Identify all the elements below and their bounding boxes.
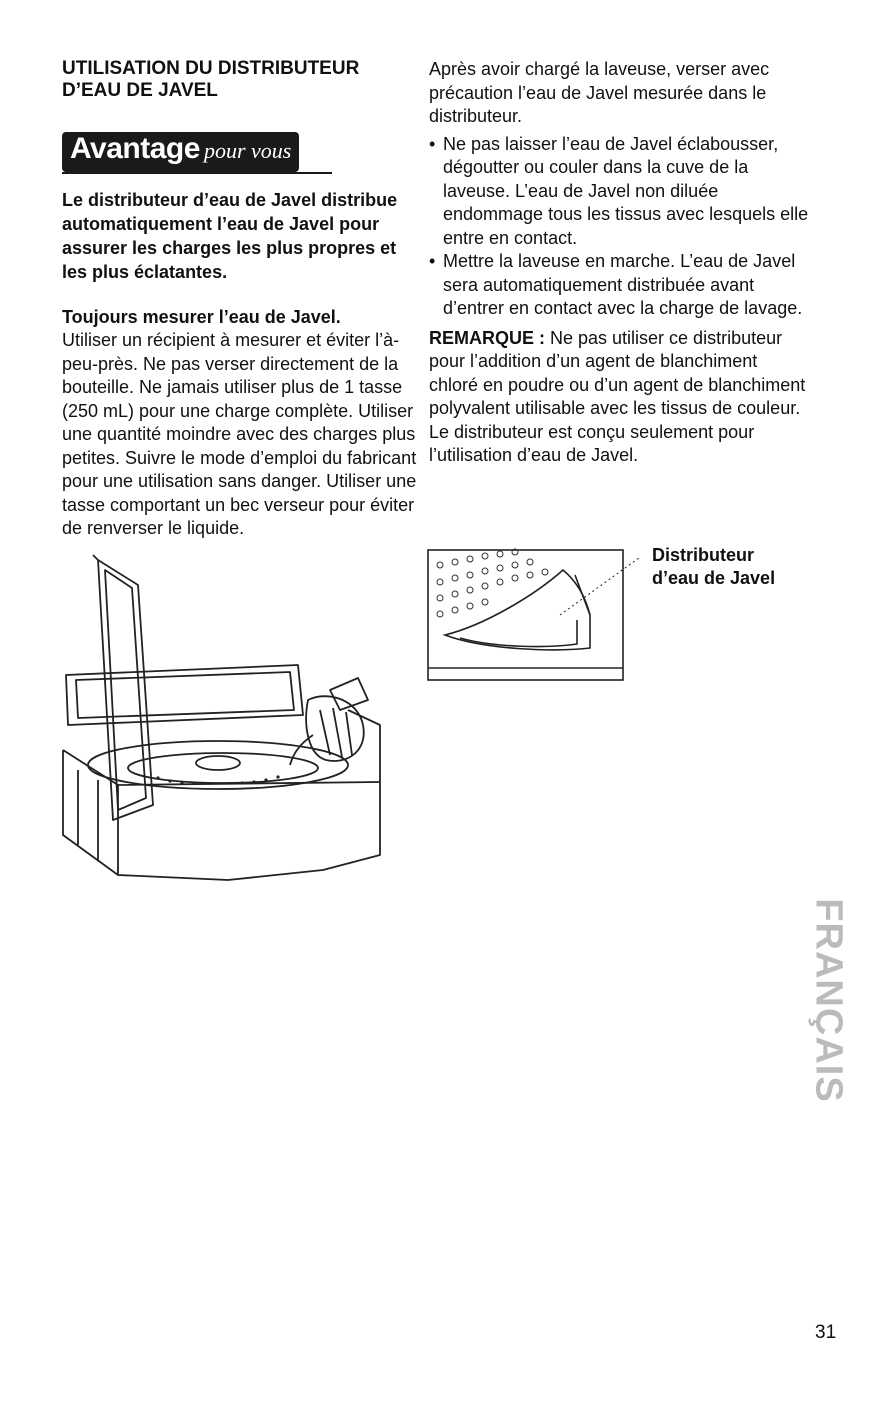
- note-paragraph: [429, 327, 809, 468]
- lead-paragraph: Le distributeur d’eau de Javel distribue automatiquement l’eau de Javel pour assurer les charges les plus propres et les plus éclatantes.: [62, 190, 398, 282]
- language-tab: [808, 885, 848, 1115]
- dispenser-caption-line1: Distributeur: [652, 545, 755, 565]
- intro-paragraph: Après avoir chargé la laveuse, verser avec précaution l’eau de Javel mesurée dans le distributeur.: [429, 59, 770, 126]
- list-item: • Mettre la laveuse en marche. L’eau de Javel sera automatiquement distribuée avant d’entrer en contact avec la charge de lavage.: [429, 250, 809, 321]
- right-column: [429, 58, 809, 468]
- washer-pouring-illustration: [58, 550, 388, 890]
- advantage-badge: [62, 102, 417, 174]
- badge-underline: [62, 172, 332, 174]
- note-label: REMARQUE :: [429, 327, 545, 348]
- measure-body: Utiliser un récipient à mesurer et éviter l’à-peu-près. Ne pas verser directement de la bouteille. Ne jamais utiliser plus de 1 tasse (250 mL) pour une charge complète. Utiliser une quantité moindre avec des charges plus petites. Suivre le mode d’emploi du fabricant pour une utilisation sans danger. Utiliser une tasse comportant un bec verseur pour éviter de renverser le liquide.: [62, 330, 417, 538]
- badge-main-text: Avantage: [70, 132, 200, 165]
- language-tab-text: FRANÇAIS: [807, 897, 850, 1103]
- badge-sub-text: pour vous: [203, 138, 292, 163]
- section-title-line2: D’EAU DE JAVEL: [62, 80, 218, 101]
- section-title-line1: UTILISATION DU DISTRIBUTEUR: [62, 58, 360, 79]
- measure-heading: Toujours mesurer l’eau de Javel.: [62, 307, 341, 327]
- dispenser-caption-line2: d’eau de Javel: [652, 568, 776, 588]
- note-text: Ne pas utiliser ce distributeur pour l’addition d’un agent de blanchiment chloré en poudre ou d’un agent de blanchiment polyvalent utilisable avec les tissus de couleur. Le distributeur est conçu seulement pour l’utilisation d’eau de Javel.: [429, 327, 806, 465]
- section-title: [62, 58, 417, 102]
- list-item: • Ne pas laisser l’eau de Javel éclabousser, dégoutter ou couler dans la cuve de la laveuse. L’eau de Javel non diluée endommage tous les tissus avec lesquels elle entre en contact.: [429, 133, 809, 251]
- page-number: 31: [815, 1322, 837, 1343]
- left-column: [62, 58, 417, 541]
- instruction-list: [429, 133, 809, 321]
- dispenser-illustration: [425, 540, 640, 685]
- dispenser-caption: [652, 544, 775, 590]
